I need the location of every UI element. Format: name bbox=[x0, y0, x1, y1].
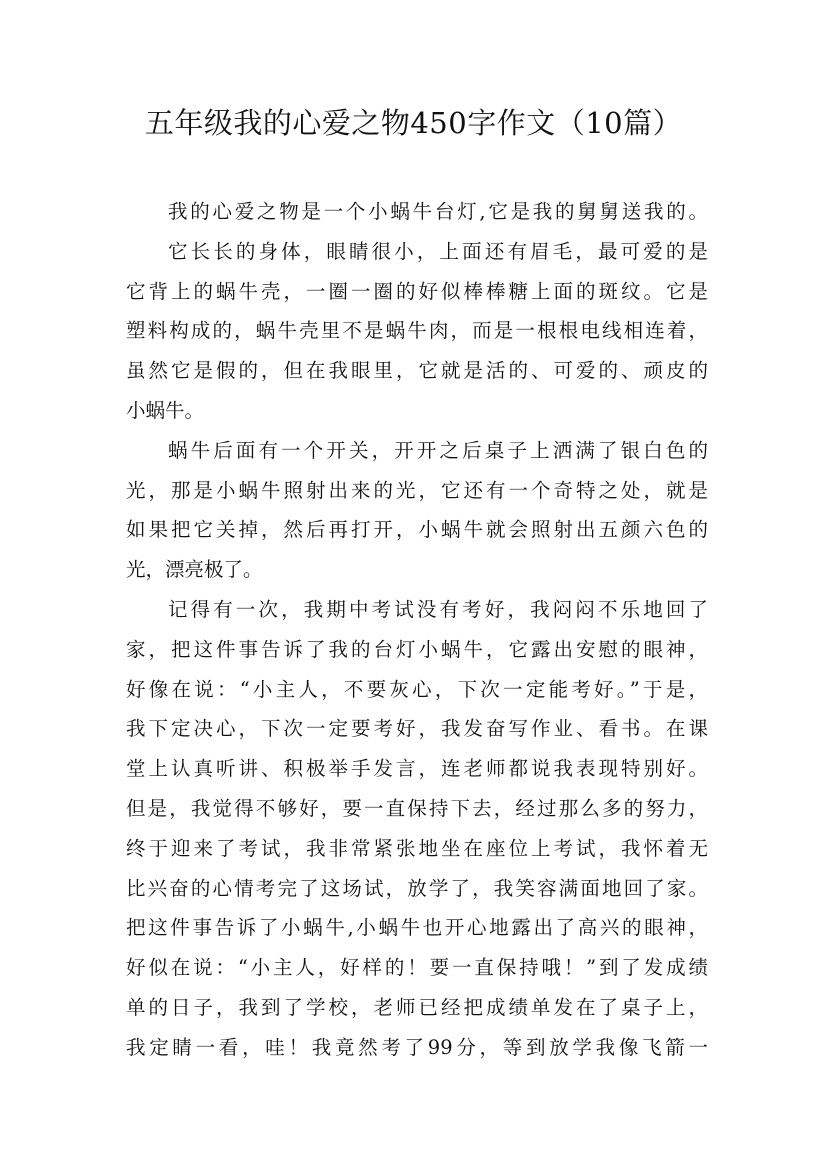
text-line: 家，把这件事告诉了我的台灯小蜗牛，它露出安慰的眼神， bbox=[126, 637, 708, 661]
text-line: 塑料构成的，蜗牛壳里不是蜗牛肉，而是一根根电线相连着， bbox=[126, 319, 708, 343]
text-line: 光，那是小蜗牛照射出来的光，它还有一个奇特之处，就是 bbox=[126, 478, 708, 502]
text-line: 它背上的蜗牛壳，一圈一圈的好似棒棒糖上面的斑纹。它是 bbox=[126, 279, 708, 303]
text-line: 但是，我觉得不够好，要一直保持下去，经过那么多的努力， bbox=[126, 796, 708, 820]
text-line: 我下定决心，下次一定要考好，我发奋写作业、看书。在课 bbox=[126, 717, 708, 741]
text-line: 我定睛一看，哇！我竟然考了99分，等到放学我像飞箭一 bbox=[126, 1035, 708, 1059]
text-line: 好像在说：“小主人，不要灰心，下次一定能考好。”于是， bbox=[126, 677, 708, 701]
text-line: 比兴奋的心情考完了这场试，放学了，我笑容满面地回了家。 bbox=[126, 876, 708, 900]
text-line: 单的日子，我到了学校，老师已经把成绩单发在了桌子上， bbox=[126, 995, 708, 1019]
text-line: 如果把它关掉，然后再打开，小蜗牛就会照射出五颜六色的 bbox=[126, 518, 708, 542]
text-line: 记得有一次，我期中考试没有考好，我闷闷不乐地回了 bbox=[168, 597, 708, 621]
text-line: 虽然它是假的，但在我眼里，它就是活的、可爱的、顽皮的 bbox=[126, 359, 708, 383]
text-line: 堂上认真听讲、积极举手发言，连老师都说我表现特别好。 bbox=[126, 757, 708, 781]
text-line: 小蜗牛。 bbox=[126, 398, 205, 422]
text-line: 它长长的身体，眼睛很小，上面还有眉毛，最可爱的是 bbox=[168, 239, 708, 263]
text-line: 把这件事告诉了小蜗牛,小蜗牛也开心地露出了高兴的眼神， bbox=[126, 916, 708, 940]
document-title: 五年级我的心爱之物450字作文（10篇） bbox=[144, 106, 683, 140]
text-line: 光，漂亮极了。 bbox=[126, 558, 263, 582]
text-line: 好似在说：“小主人，好样的！要一直保持哦！”到了发成绩 bbox=[126, 956, 708, 980]
text-line: 终于迎来了考试，我非常紧张地坐在座位上考试，我怀着无 bbox=[126, 836, 708, 860]
text-line: 我的心爱之物是一个小蜗牛台灯,它是我的舅舅送我的。 bbox=[168, 200, 708, 223]
document-body bbox=[126, 192, 708, 1068]
text-line: 蜗牛后面有一个开关，开开之后桌子上洒满了银白色的 bbox=[168, 438, 708, 462]
